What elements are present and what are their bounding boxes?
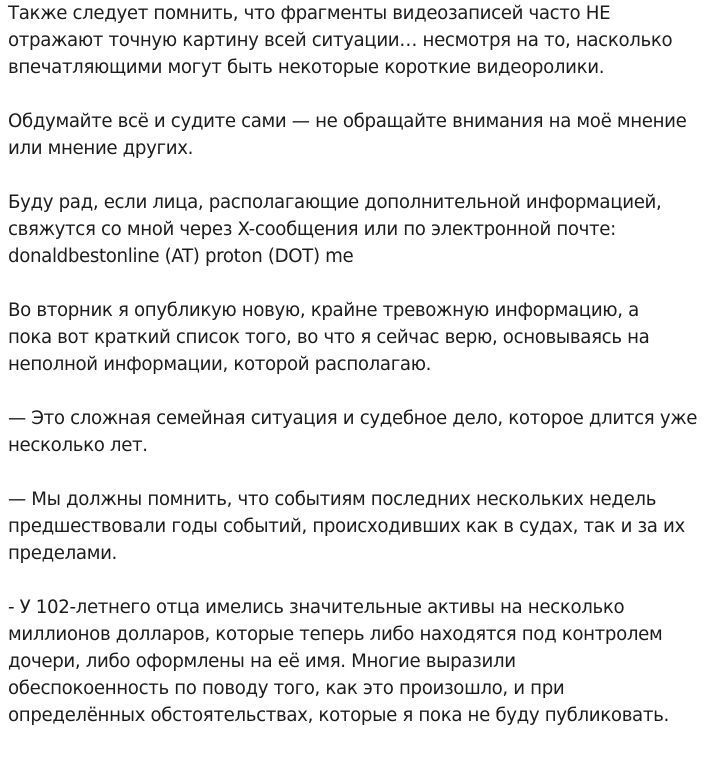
text-line: предшествовали годы событий, происходивших как в судах, так и за их: [8, 516, 685, 537]
text-line: или мнение других.: [8, 138, 194, 159]
text-line: Буду рад, если лица, располагающие дополнительной информацией,: [8, 192, 662, 213]
text-line: неполной информации, которой располагаю.: [8, 354, 432, 375]
text-line: Во вторник я опубликую новую, крайне тревожную информацию, а: [8, 300, 639, 321]
text-line: дочери, либо оформлены на её имя. Многие выразили: [8, 651, 516, 672]
text-line: пока вот краткий список того, во что я сейчас верю, основываясь на: [8, 327, 650, 348]
paragraph-assets: [8, 594, 704, 729]
text-line: миллионов долларов, которые теперь либо находятся под контролем: [8, 624, 663, 645]
paragraph-family-situation: [8, 405, 704, 459]
text-line: отражают точную картину всей ситуации… несмотря на то, насколько: [8, 30, 673, 51]
contact-email-text: donaldbestonline (AT) proton (DOT) me: [8, 246, 354, 267]
paragraph-past-events: [8, 486, 704, 567]
paragraph-contact: [8, 189, 704, 270]
text-line: пределами.: [8, 543, 117, 564]
text-line: свяжутся со мной через X-сообщения или по электронной почте:: [8, 219, 616, 240]
paragraph-video-fragments: [8, 0, 704, 81]
text-line: Также следует помнить, что фрагменты видеозаписей часто НЕ: [8, 3, 611, 24]
text-line: обеспокоенность по поводу того, как это произошло, и при: [8, 678, 565, 699]
text-line: - У 102-летнего отца имелись значительные активы на несколько: [8, 597, 625, 618]
text-line: несколько лет.: [8, 435, 148, 456]
text-line: впечатляющими могут быть некоторые короткие видеоролики.: [8, 57, 605, 78]
text-line: — Это сложная семейная ситуация и судебное дело, которое длится уже: [8, 408, 698, 429]
article-body: [8, 0, 704, 729]
paragraph-judge-yourself: [8, 108, 704, 162]
paragraph-tuesday-publication: [8, 297, 704, 378]
text-line: — Мы должны помнить, что событиям последних нескольких недель: [8, 489, 657, 510]
text-line: Обдумайте всё и судите сами — не обращайте внимания на моё мнение: [8, 111, 687, 132]
text-line: определённых обстоятельствах, которые я пока не буду публиковать.: [8, 705, 669, 726]
